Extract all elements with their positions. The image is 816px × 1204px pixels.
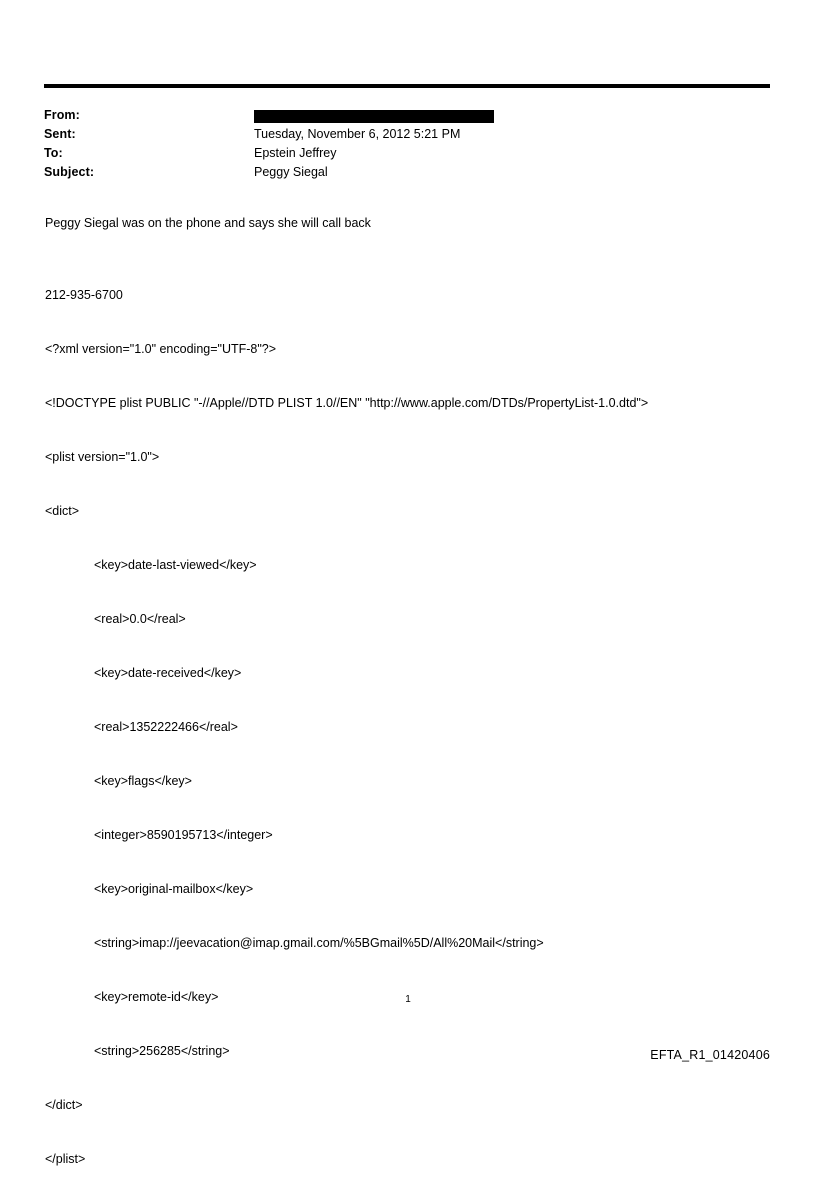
code-line: </dict> xyxy=(45,1098,83,1112)
code-line: <key>date-last-viewed</key> xyxy=(94,558,257,572)
header-rule xyxy=(44,84,770,88)
page-number: 1 xyxy=(405,994,411,1005)
code-line: <real>0.0</real> xyxy=(94,612,186,626)
header-label-to: To: xyxy=(44,146,63,160)
header-value-from xyxy=(254,106,494,125)
code-line: 212-935-6700 xyxy=(45,288,123,302)
code-line: <dict> xyxy=(45,504,80,518)
code-line: <?xml version="1.0" encoding="UTF-8"?> xyxy=(45,342,277,356)
code-line: <plist version="1.0"> xyxy=(45,450,160,464)
code-line: <key>original-mailbox</key> xyxy=(94,882,254,896)
header-label-sent: Sent: xyxy=(44,127,76,141)
redaction-bar xyxy=(254,110,494,123)
bates-number: EFTA_R1_01420406 xyxy=(650,1048,770,1062)
code-line: <key>date-received</key> xyxy=(94,666,242,680)
header-field-from xyxy=(44,106,770,125)
header-label-subject: Subject: xyxy=(44,165,95,179)
header-value-to: Epstein Jeffrey xyxy=(254,146,337,160)
header-value-subject: Peggy Siegal xyxy=(254,165,328,179)
code-line: <string>imap://jeevacation@imap.gmail.com/%5BGmail%5D/All%20Mail</string> xyxy=(94,936,544,950)
header-field-sent xyxy=(44,125,770,144)
code-line: <string>256285</string> xyxy=(94,1044,230,1058)
header-value-sent: Tuesday, November 6, 2012 5:21 PM xyxy=(254,127,461,141)
code-line: <key>flags</key> xyxy=(94,774,192,788)
header-field-subject xyxy=(44,163,770,182)
code-line: <!DOCTYPE plist PUBLIC "-//Apple//DTD PLIST 1.0//EN" "http://www.apple.com/DTDs/PropertyList-1.0.dtd"> xyxy=(45,396,649,410)
code-line: <key>remote-id</key> xyxy=(94,990,219,1004)
body-paragraph: Peggy Siegal was on the phone and says she will call back xyxy=(45,216,371,230)
code-line: <integer>8590195713</integer> xyxy=(94,828,273,842)
header-label-from: From: xyxy=(44,108,80,122)
email-header-block xyxy=(44,106,770,182)
code-line: </plist> xyxy=(45,1152,86,1166)
code-line: <real>1352222466</real> xyxy=(94,720,238,734)
header-field-to xyxy=(44,144,770,163)
